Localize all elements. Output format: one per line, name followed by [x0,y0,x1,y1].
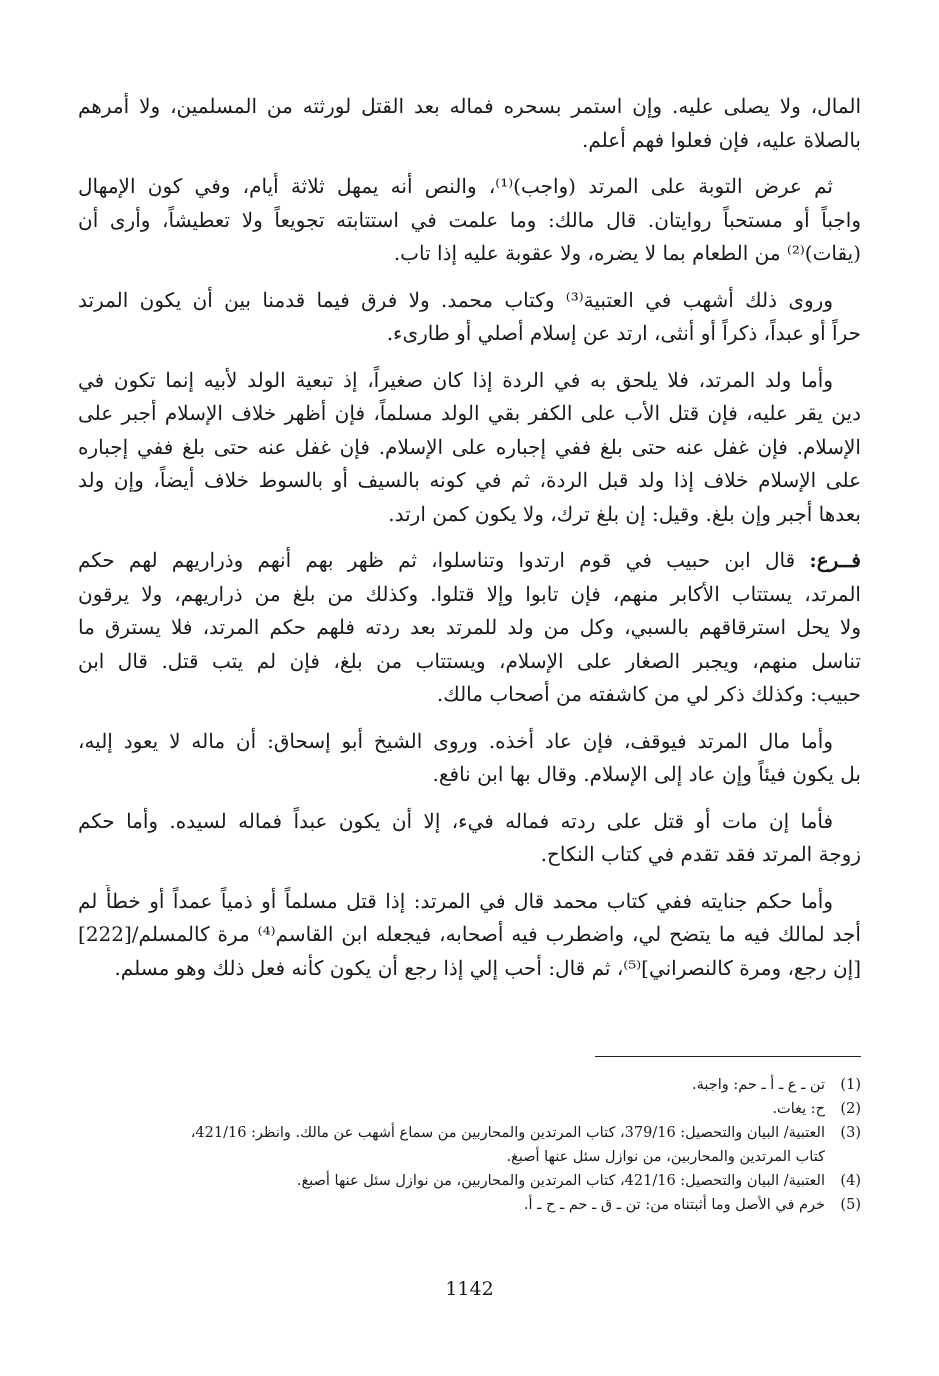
footnote-line: تن ـ ع ـ أ ـ حم: واجبة. [691,1077,825,1093]
paragraph [78,170,861,271]
footnote-line: كتاب المرتدين والمحاربين، من نوازل سئل عنها أصبغ. [506,1149,825,1165]
text-line-rest: قال ابن حبيب في قوم ارتدوا وتناسلوا، ثم ظهر بهم أنهم وذراريهم لهم حكم [78,548,810,572]
text-line: فأما إن مات أو قتل على ردته فماله فيء، إلا أن يكون عبداً فماله لسيده. وأما حكم [78,808,833,833]
text-line: واجباً أو مستحباً روايتان. قال مالك: وما علمت في استتابته تجويعاً ولا تعطيشاً، وأرى أن [78,207,861,232]
text-line: المرتد، يستتاب الأكابر منهم، فإن تابوا وإلا قتلوا. وكذلك من بلغ من ذراريهم، ولا يرقون [78,581,861,606]
text-line: ثم عرض التوبة على المرتد (واجب)⁽¹⁾، والنص أنه يمهل ثلاثة أيام، وفي كون الإمهال [78,174,833,198]
footnote-number: (5) [840,1197,861,1213]
footnote-text [78,1169,825,1193]
footnote [78,1169,861,1193]
paragraph [78,805,861,872]
footnote-text [78,1097,825,1121]
footnote [78,1193,861,1217]
footnote-line: العتبية/ البيان والتحصيل: 421/16، كتاب المرتدين والمحاربين، من نوازل سئل عنها أصبغ. [296,1173,825,1189]
text-line: أجد لمالك فيه ما يتضح لي، واضطرب فيه أصحابه، فيجعله ابن القاسم⁽⁴⁾ مرة كالمسلم/[222] [78,922,861,946]
text-line: الإسلام. فإن غفل عنه حتى بلغ ففي إجباره على الإسلام. فإن غفل عنه حتى بلغ ففي إجباره [78,434,861,459]
footnote-text [78,1193,825,1217]
footnote-number: (1) [840,1077,861,1093]
footnote-line: العتبية/ البيان والتحصيل: 379/16، كتاب المرتدين والمحاربين من سماع أشهب عن مالك. وانظر: 421/16، [190,1125,825,1141]
text-line: (يقات)⁽²⁾ من الطعام بما لا يضره، ولا عقوبة عليه إذا تاب. [393,241,861,265]
text-line: دين يقر عليه، فإن قتل الأب على الكفر بقي الولد مسلماً، فإن أظهر خلاف الإسلام أجبر على [78,401,861,425]
text-line: وأما ولد المرتد، فلا يلحق به في الردة إذا كان صغيراً، إذ تبعية الولد لأبيه إنما تكون في [78,367,833,392]
text-line: على الإسلام خلاف إذا ولد قبل الردة، ثم في كونه بالسيف أو بالسوط خلاف أيضاً، وإن ولد [78,468,861,492]
footnote-number: (4) [840,1173,861,1189]
paragraph [78,90,861,157]
text-line: بل يكون فيئاً وإن عاد إلى الإسلام. وقال بها ابن نافع. [432,762,861,786]
footnote-number: (3) [840,1125,861,1141]
paragraph [78,544,861,712]
text-line [78,544,861,578]
footnote-line: خرم في الأصل وما أثبتناه من: تن ـ ق ـ حم ـ ح ـ أ. [523,1197,825,1213]
footnote-text [78,1073,825,1097]
text-line: المال، ولا يصلى عليه. وإن استمر بسحره فماله بعد القتل لورثته من المسلمين، ولا أمرهم [78,94,861,118]
footnote-text [78,1121,825,1169]
text-line: بالصلاة عليه، فإن فعلوا فهم أعلم. [582,127,861,152]
text-line: وأما حكم جنايته ففي كتاب محمد قال في المرتد: إذا قتل مسلماً أو ذمياً عمداً أو خطأً لم [78,888,833,913]
paragraph [78,885,861,986]
footnote-line: ح: يغات. [772,1101,825,1117]
text-line: وأما مال المرتد فيوقف، فإن عاد أخذه. وروى الشيخ أبو إسحاق: أن ماله لا يعود إليه، [78,728,833,753]
page-number: 1142 [445,1278,494,1300]
text-line: تناسل منهم، ويجبر الصغار على الإسلام، ويستتاب من بلغ، فإن لم يتب قتل. قال ابن [78,648,861,673]
section-term: فــرع: [809,548,861,572]
footnote [78,1121,861,1169]
footnote-number: (2) [840,1101,861,1117]
text-line: وروى ذلك أشهب في العتبية⁽³⁾ وكتاب محمد. ولا فرق فيما قدمنا بين أن يكون المرتد [78,287,833,312]
footnotes [78,1073,861,1217]
footnote [78,1073,861,1097]
text-line: بعدها أجبر وإن بلغ. وقيل: إن بلغ ترك، ولا يكون كمن ارتد. [388,501,861,526]
text-line: [إن رجع، ومرة كالنصراني]⁽⁵⁾، ثم قال: أحب إلي إذا رجع أن يكون كأنه فعل ذلك وهو مسلم. [114,955,861,980]
text-line: ولا يحل استرقاقهم بالسبي، وكل من ولد للمرتد بعد ردته فلهم حكم المرتد، فلا يسترق ما [78,615,861,639]
text-line: زوجة المرتد فقد تقدم في كتاب النكاح. [540,842,861,866]
paragraph [78,364,861,532]
main-text [78,90,861,998]
paragraph [78,284,861,351]
text-line: حبيب: وكذلك ذكر لي من كاشفته من أصحاب مالك. [436,682,861,706]
text-line: حراً أو عبداً، ذكراً أو أنثى، ارتد عن إسلام أصلي أو طارىء. [386,321,861,345]
paragraph [78,725,861,792]
footnote [78,1097,861,1121]
footnote-divider [595,1056,861,1057]
